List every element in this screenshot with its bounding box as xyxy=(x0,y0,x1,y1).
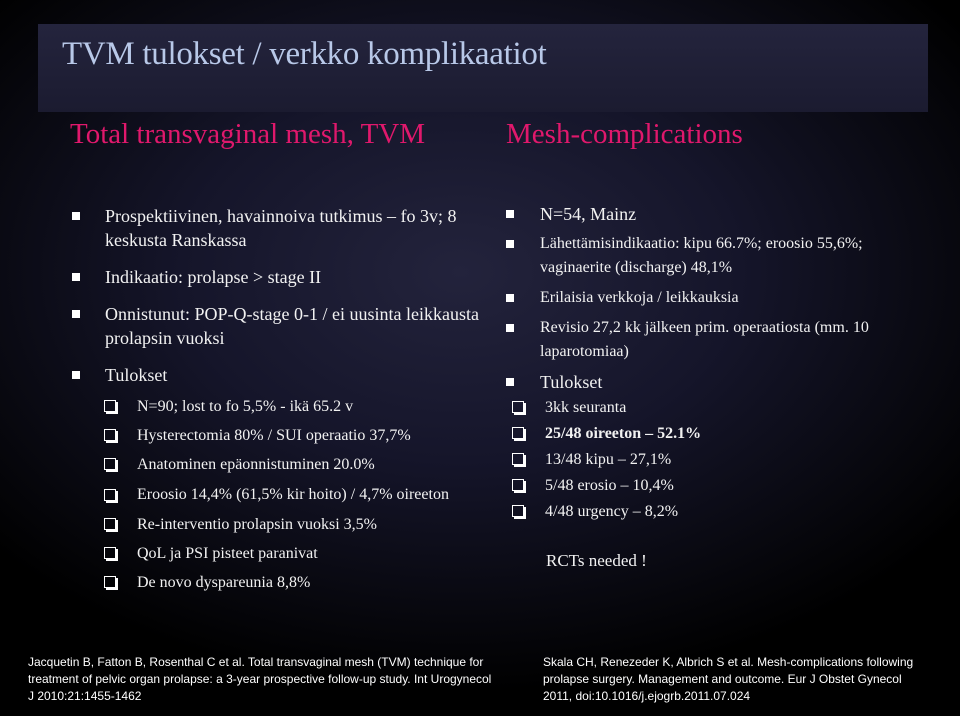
sub-item-text: Anatominen epäonnistuminen 20.0% xyxy=(137,456,375,473)
list-item xyxy=(72,204,492,252)
checkbox-icon xyxy=(104,458,116,470)
sub-item xyxy=(512,474,886,498)
sub-item xyxy=(104,453,492,477)
bullet-icon xyxy=(506,378,514,386)
bullet-text: Onnistunut: POP-Q-stage 0-1 / ei uusinta leikkausta prolapsin vuoksi xyxy=(105,304,479,348)
sub-item-text: N=90; lost to fo 5,5% - ikä 65.2 v xyxy=(137,398,354,415)
checkbox-icon xyxy=(104,400,116,412)
bullet-icon xyxy=(72,371,80,379)
sub-item xyxy=(104,395,492,419)
list-item xyxy=(506,370,886,394)
list-item xyxy=(72,302,492,350)
bullet-text: Prospektiivinen, havainnoiva tutkimus – fo 3v; 8 keskusta Ranskassa xyxy=(105,206,457,250)
checkbox-icon xyxy=(512,453,524,465)
bullet-icon xyxy=(506,210,514,218)
list-item xyxy=(506,286,886,310)
sub-item-text: Eroosio 14,4% (61,5% kir hoito) / 4,7% oireeton xyxy=(137,486,449,503)
bullet-icon xyxy=(72,212,80,220)
slide-title: TVM tulokset / verkko komplikaatiot xyxy=(62,36,547,72)
bullet-text: Revisio 27,2 kk jälkeen prim. operaatiosta (mm. 10 laparotomiaa) xyxy=(540,319,869,360)
checkbox-icon xyxy=(104,547,116,559)
left-column xyxy=(72,204,492,595)
checkbox-icon xyxy=(104,518,116,530)
bullet-text: Tulokset xyxy=(540,372,603,392)
sub-item xyxy=(104,571,492,595)
list-item xyxy=(506,316,886,364)
bullet-text: Lähettämisindikaatio: kipu 66.7%; eroosio 55,6%; vaginaerite (discharge) 48,1% xyxy=(540,235,863,276)
sub-item xyxy=(104,482,492,508)
list-item xyxy=(506,232,886,280)
sub-item xyxy=(512,500,886,524)
bullet-icon xyxy=(506,294,514,302)
sub-item-text: 5/48 erosio – 10,4% xyxy=(545,477,674,494)
bullet-text: Indikaatio: prolapse > stage II xyxy=(105,267,322,287)
checkbox-icon xyxy=(512,427,524,439)
bullet-text: Erilaisia verkkoja / leikkauksia xyxy=(540,289,739,306)
list-item xyxy=(72,265,492,289)
checkbox-icon xyxy=(512,401,524,413)
checkbox-icon xyxy=(512,479,524,491)
sub-item-text: Hysterectomia 80% / SUI operaatio 37,7% xyxy=(137,427,411,444)
sub-item xyxy=(104,542,492,566)
checkbox-icon xyxy=(104,576,116,588)
list-item xyxy=(506,202,886,226)
sub-item xyxy=(512,422,886,446)
note-text: RCTs needed ! xyxy=(546,551,647,570)
sub-item-text: Re-interventio prolapsin vuoksi 3,5% xyxy=(137,516,377,533)
sub-item-text: 4/48 urgency – 8,2% xyxy=(545,503,679,520)
bullet-icon xyxy=(72,310,80,318)
left-heading: Total transvaginal mesh, TVM xyxy=(70,118,426,150)
sub-item-text: 25/48 oireeton – 52.1% xyxy=(545,425,702,442)
left-reference: Jacquetin B, Fatton B, Rosenthal C et al. Total transvaginal mesh (TVM) technique for treatment of pelvic organ prolapse: a 3-year prospective follow-up study. Int Urogynecol J 2010:21:1455-1462 xyxy=(28,655,492,703)
checkbox-icon xyxy=(104,489,116,501)
sub-item-text: 13/48 kipu – 27,1% xyxy=(545,451,672,468)
sub-item-text: QoL ja PSI pisteet paranivat xyxy=(137,545,318,562)
bullet-icon xyxy=(506,240,514,248)
checkbox-icon xyxy=(104,429,116,441)
bullet-text: N=54, Mainz xyxy=(540,204,637,224)
sub-item-text: De novo dyspareunia 8,8% xyxy=(137,574,311,591)
list-item xyxy=(72,363,492,387)
sub-item xyxy=(512,448,886,472)
sub-item xyxy=(104,424,492,448)
bullet-text: Tulokset xyxy=(105,365,168,385)
right-heading: Mesh-complications xyxy=(506,118,743,150)
right-column xyxy=(506,202,886,571)
bullet-icon xyxy=(506,324,514,332)
sub-item xyxy=(104,513,492,537)
right-reference: Skala CH, Renezeder K, Albrich S et al. Mesh-complications following prolapse surgery. Management and outcome. Eur J Obstet Gynecol 2011, doi:10.1016/j.ejogrb.2011.07.024 xyxy=(543,655,914,703)
bullet-icon xyxy=(72,273,80,281)
checkbox-icon xyxy=(512,505,524,517)
sub-item-text: 3kk seuranta xyxy=(545,399,627,416)
sub-item xyxy=(512,396,886,420)
